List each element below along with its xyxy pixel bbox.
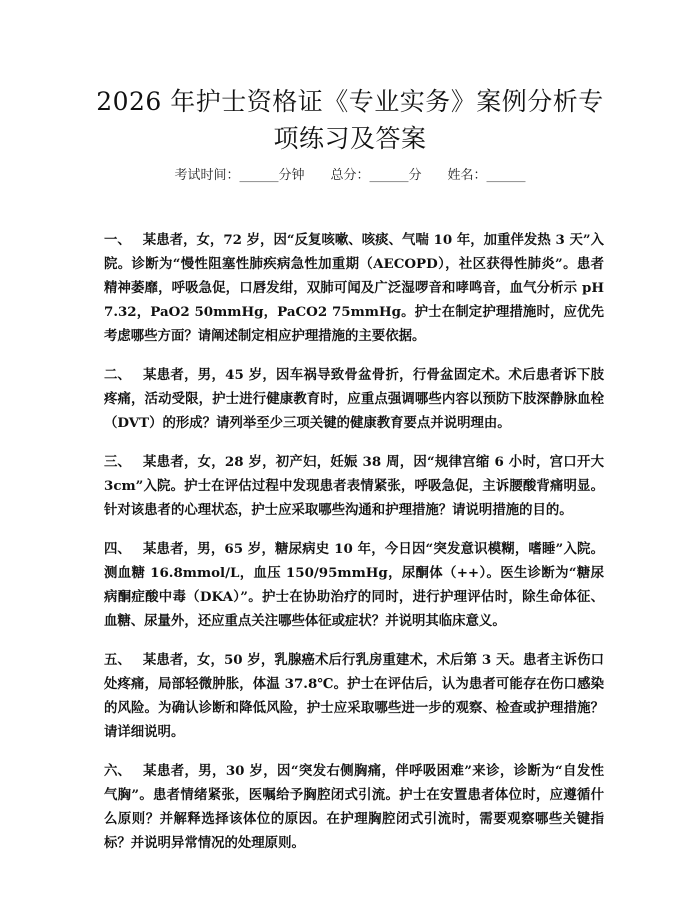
- question-4: [104, 537, 604, 633]
- question-list: [104, 228, 604, 870]
- question-6: [104, 759, 604, 855]
- exam-time: 考试时间：______分钟: [174, 168, 305, 183]
- document-title: [80, 83, 620, 157]
- total-score: 总分：______分: [330, 168, 422, 183]
- question-2: [104, 363, 604, 435]
- question-text: 某患者，女，50 岁，乳腺癌术后行乳房重建术，术后第 3 天。患者主诉伤口处疼痛，局部轻微肿胀，体温 37.8℃。护士在评估后，认为患者可能存在伤口感染的风险。为确认诊断和降低风险，护士应采取哪些进一步的观察、检查或护理措施？请详细说明。: [104, 652, 604, 740]
- exam-info: [0, 166, 700, 186]
- question-number: 二、: [104, 367, 131, 383]
- question-text: 某患者，男，30 岁，因“突发右侧胸痛，伴呼吸困难”来诊，诊断为“自发性气胸”。患者情绪紧张，医嘱给予胸腔闭式引流。护士在安置患者体位时，应遵循什么原则？并解释选择该体位的原因。在护理胸腔闭式引流时，需要观察哪些关键指标？并说明异常情况的处理原则。: [104, 763, 604, 851]
- title-line-2: 项练习及答案: [273, 124, 427, 153]
- title-line-1: 2026 年护士资格证《专业实务》案例分析专: [96, 87, 604, 116]
- question-text: 某患者，女，28 岁，初产妇，妊娠 38 周，因“规律宫缩 6 小时，宫口开大 3cm”入院。护士在评估过程中发现患者表情紧张，呼吸急促，主诉腰酸背痛明显。针对该患者的心理状态，护士应采取哪些沟通和护理措施？请说明措施的目的。: [104, 454, 604, 518]
- question-number: 一、: [104, 232, 131, 248]
- question-5: [104, 648, 604, 744]
- question-number: 四、: [104, 541, 131, 557]
- question-text: 某患者，男，45 岁，因车祸导致骨盆骨折，行骨盆固定术。术后患者诉下肢疼痛，活动受限，护士进行健康教育时，应重点强调哪些内容以预防下肢深静脉血栓（DVT）的形成？请列举至少三项关键的健康教育要点并说明理由。: [104, 367, 604, 431]
- question-number: 三、: [104, 454, 131, 470]
- question-number: 六、: [104, 763, 131, 779]
- question-text: 某患者，男，65 岁，糖尿病史 10 年，今日因“突发意识模糊，嗜睡”入院。测血糖 16.8mmol/L，血压 150/95mmHg，尿酮体（++）。医生诊断为“糖尿病酮症酸中毒（DKA）”。护士在协助治疗的同时，进行护理评估时，除生命体征、血糖、尿量外，还应重点关注哪些体征或症状？并说明其临床意义。: [104, 541, 604, 629]
- question-1: [104, 228, 604, 348]
- question-text: 某患者，女，72 岁，因“反复咳嗽、咳痰、气喘 10 年，加重伴发热 3 天”入院。诊断为“慢性阻塞性肺疾病急性加重期（AECOPD），社区获得性肺炎”。患者精神萎靡，呼吸急促，口唇发绀，双肺可闻及广泛湿啰音和哮鸣音，血气分析示 pH 7.32，PaO2 50mmHg，PaCO2 75mmHg。护士在制定护理措施时，应优先考虑哪些方面？请阐述制定相应护理措施的主要依据。: [104, 232, 604, 344]
- question-number: 五、: [104, 652, 131, 668]
- student-name: 姓名：______: [447, 168, 526, 183]
- question-3: [104, 450, 604, 522]
